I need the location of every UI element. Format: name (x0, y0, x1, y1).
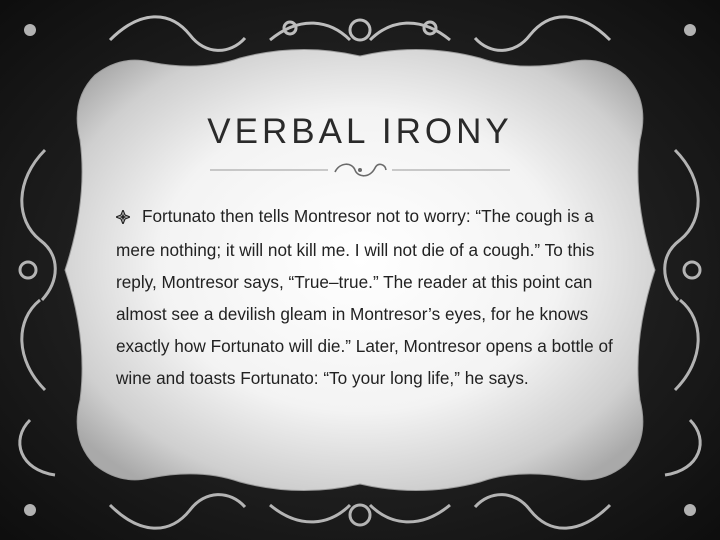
title-divider (210, 158, 510, 182)
body-paragraph: Fortunato then tells Montresor not to worry: “The cough is a mere nothing; it will not kill me. I will not die of a cough.” To this reply, Montresor says, “True–true.” The reader at this point can almost see a devilish gleam in Montresor’s eyes, for he knows exactly how Fortunato will die.” Later, Montresor opens a bottle of wine and toasts Fortunato: “To your long life,” he says. (116, 206, 613, 388)
slide-body (116, 200, 621, 394)
diamond-bullet-icon (116, 202, 142, 234)
slide-title: VERBAL IRONY (207, 112, 513, 151)
